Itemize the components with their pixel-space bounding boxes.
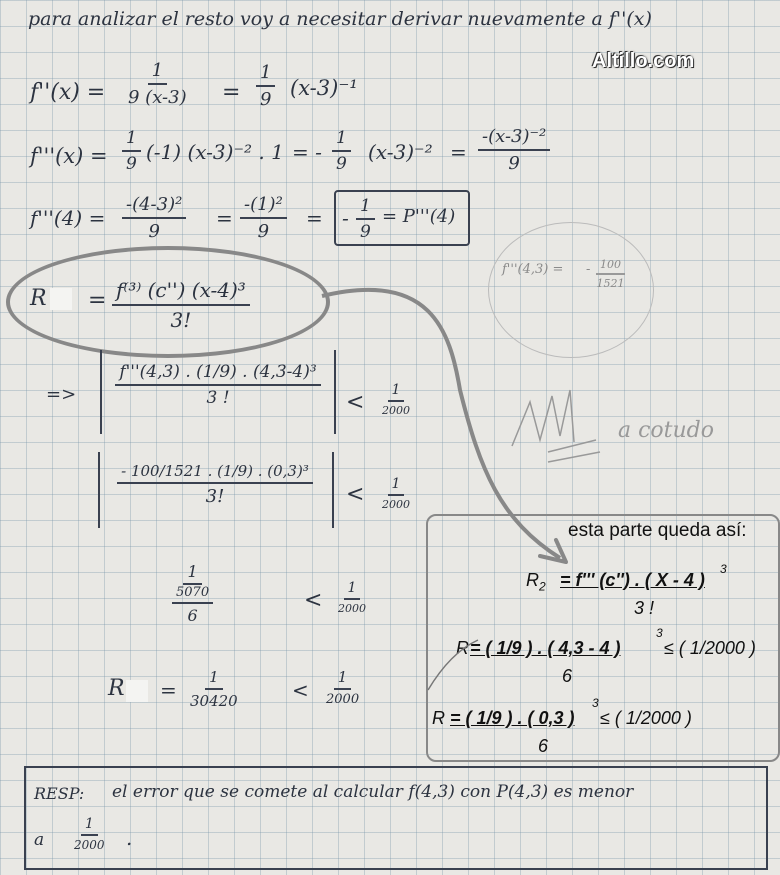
line2-coef: $\frac{1}{9}$ — [122, 128, 141, 174]
correction-l2-den: 6 — [562, 666, 573, 686]
step4-lt: < — [292, 678, 309, 702]
line1-lhs: f''(x) = — [30, 80, 106, 105]
step2-rhs: 1 2000 — [382, 476, 410, 511]
step1-lt: < — [346, 390, 365, 415]
line1-frac-num: 1 — [148, 60, 167, 85]
correction-r2-label: $R_2$ — [526, 570, 546, 594]
line1-coef: $\frac{1}{9}$ — [256, 62, 275, 110]
watermark-logo: Altillo.com — [592, 50, 695, 72]
line2-coef2: $\frac{1}{9}$ — [332, 128, 351, 174]
answer-label: RESP: — [34, 784, 85, 803]
line3-box-sign: - — [342, 206, 349, 230]
correction-l2-exp: 3 — [656, 626, 663, 640]
line2-lhs: f'''(x) = — [30, 144, 108, 168]
line2-result: $\frac{\text{-(x-3)⁻²}}{9}$ — [478, 126, 550, 174]
correction-l2-lhs: R — [456, 638, 469, 658]
answer-prefix: a — [34, 830, 45, 850]
line2-mid2: (x-3)⁻² — [368, 140, 433, 164]
remainder-frac: $\frac{\text{f⁽³⁾ (c'') (x-4)³}}{3!}$ — [112, 278, 250, 332]
correction-r2-den: 3 ! — [634, 598, 655, 618]
line1-fraction — [128, 60, 187, 108]
correction-r2-exp: 3 — [720, 562, 727, 576]
step4-rhs: $\frac{1}{2000}$ — [326, 668, 360, 707]
side-note-sign: - — [586, 262, 591, 277]
side-note-frac: $\frac{100}{1521}$ — [596, 258, 625, 290]
step4-eq: = — [160, 678, 177, 702]
intro-text: para analizar el resto voy a necesitar derivar nuevamente a f''(x) — [28, 8, 652, 30]
line3-eq1: = — [216, 206, 233, 230]
line1-frac-den: 9 (x-3) — [128, 87, 187, 108]
correction-l3-lhs: R — [432, 708, 445, 728]
step3-rhs: 1 2000 — [338, 580, 366, 615]
correction-l3-eq: = ( 1/9 ) . ( 0,3 ) — [450, 708, 575, 728]
step3-lt: < — [304, 588, 323, 613]
correction-l2-eq: = ( 1/9 ) . ( 4,3 - 4 ) — [470, 638, 621, 658]
line2-eq1: = - — [292, 140, 322, 164]
answer-end: . — [126, 826, 133, 850]
line1-equals: = — [222, 80, 241, 105]
step4-lhs: R — [108, 676, 125, 701]
remainder-eq: = — [88, 288, 107, 313]
step4-frac: $\frac{1}{30420}$ — [190, 668, 238, 710]
line3-box-frac: $\frac{1}{9}$ — [356, 196, 375, 242]
answer-frac: $\frac{1}{2000}$ — [74, 816, 105, 852]
step1-frac: $\frac{\text{f'''(4,3) . (1/9) . (4,3-4)³}}{3 !}$ — [108, 362, 328, 408]
step1-rhs: 1 2000 — [382, 382, 410, 417]
correction-l3-exp: 3 — [592, 696, 599, 710]
correction-l3-rhs: ≤ ( 1/2000 ) — [600, 708, 692, 728]
line3-eq2: = — [306, 206, 323, 230]
side-note-lhs: f'''(4,3) = — [502, 262, 564, 277]
correction-r2-eq: = f''' (c'') . ( X - 4 ) — [560, 570, 705, 590]
answer-text: el error que se comete al calcular f(4,3) con P(4,3) es menor — [112, 782, 634, 802]
remainder-lhs: R — [30, 286, 47, 311]
line3-a: $\frac{\text{-(4-3)²}}{9}$ — [122, 194, 186, 242]
line2-mid: (-1) (x-3)⁻² . 1 — [146, 140, 284, 164]
line1-rhs: (x-3)⁻¹ — [290, 76, 358, 100]
line3-lhs: f'''(4) = — [30, 206, 106, 230]
side-note-circle — [488, 222, 654, 358]
line2-eq2: = — [450, 140, 467, 164]
step1-arrow: => — [46, 384, 77, 405]
step4-whiteout — [126, 680, 148, 702]
step3-frac: 1 5070 6 — [172, 562, 213, 625]
remainder-whiteout — [50, 288, 72, 310]
correction-header: esta parte queda así: — [568, 520, 747, 541]
step2-lt: < — [346, 482, 365, 507]
correction-l3-den: 6 — [538, 736, 549, 756]
line3-box-rhs: = P'''(4) — [382, 206, 456, 227]
correction-l2-rhs: ≤ ( 1/2000 ) — [664, 638, 756, 658]
step2-frac: - 100/1521 . (1/9) . (0,3)³ 3! — [104, 462, 326, 507]
line3-b: $\frac{\text{-(1)²}}{9}$ — [240, 194, 287, 242]
signature-text: a cotudo — [618, 418, 715, 443]
